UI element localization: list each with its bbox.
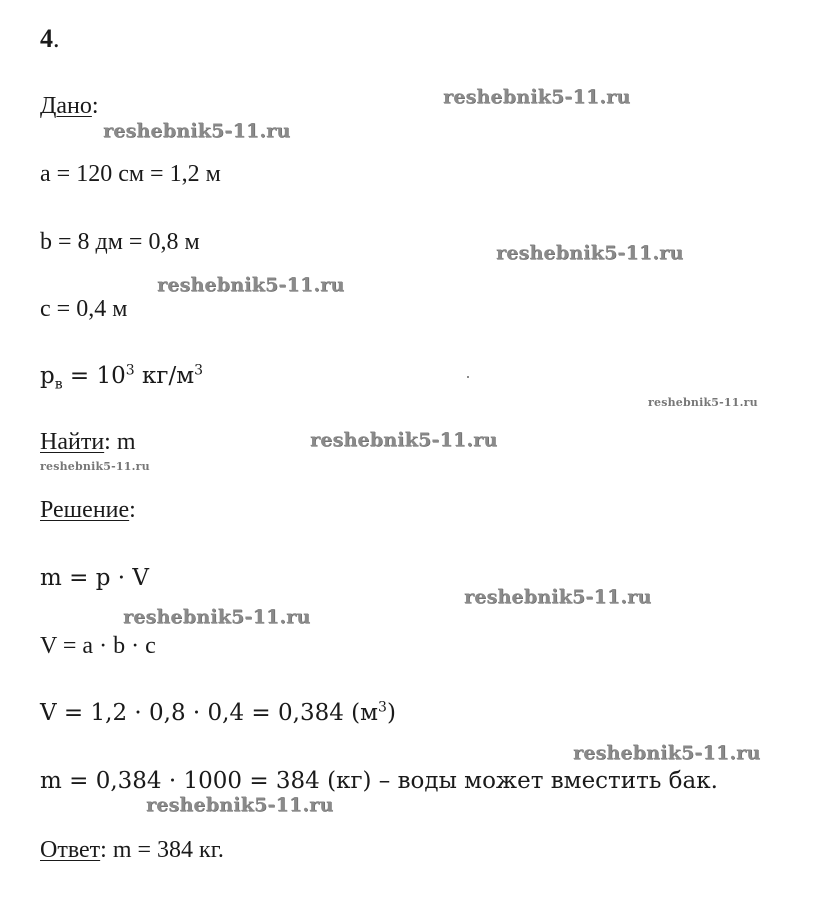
problem-number: 4. xyxy=(40,24,60,53)
watermark: reshebnik5-11.ru xyxy=(464,586,652,608)
solution-line-2: V = a · b · c xyxy=(40,633,156,659)
watermark: reshebnik5-11.ru xyxy=(573,742,761,764)
given-heading: Дано: xyxy=(40,93,99,119)
solution-line-1: m = p · V xyxy=(40,565,149,591)
given-density: $p_в = 10^3$ $кг/м^3$ xyxy=(40,362,204,393)
watermark: reshebnik5-11.ru xyxy=(157,274,345,296)
watermark: reshebnik5-11.ru xyxy=(103,120,291,142)
watermark: reshebnik5-11.ru xyxy=(496,242,684,264)
find-line: Найти: m xyxy=(40,429,136,455)
answer-line: Ответ: m = 384 кг. xyxy=(40,837,224,863)
watermark: reshebnik5-11.ru xyxy=(443,86,631,108)
stray-dot xyxy=(467,376,469,378)
watermark: reshebnik5-11.ru xyxy=(40,460,150,473)
watermark: reshebnik5-11.ru xyxy=(146,794,334,816)
given-b: b = 8 дм = 0,8 м xyxy=(40,229,200,255)
solution-line-3: V = 1,2 · 0,8 · 0,4 = 0,384 $(м^3)$ xyxy=(40,699,396,726)
solution-line-4: m = 0,384 · 1000 = 384 (кг) – воды может вместить бак. xyxy=(40,768,718,794)
watermark: reshebnik5-11.ru xyxy=(123,606,311,628)
given-c: c = 0,4 м xyxy=(40,296,128,322)
watermark: reshebnik5-11.ru xyxy=(310,429,498,451)
given-a: a = 120 см = 1,2 м xyxy=(40,161,221,187)
watermark: reshebnik5-11.ru xyxy=(648,396,758,409)
solution-heading: Решение: xyxy=(40,497,136,523)
